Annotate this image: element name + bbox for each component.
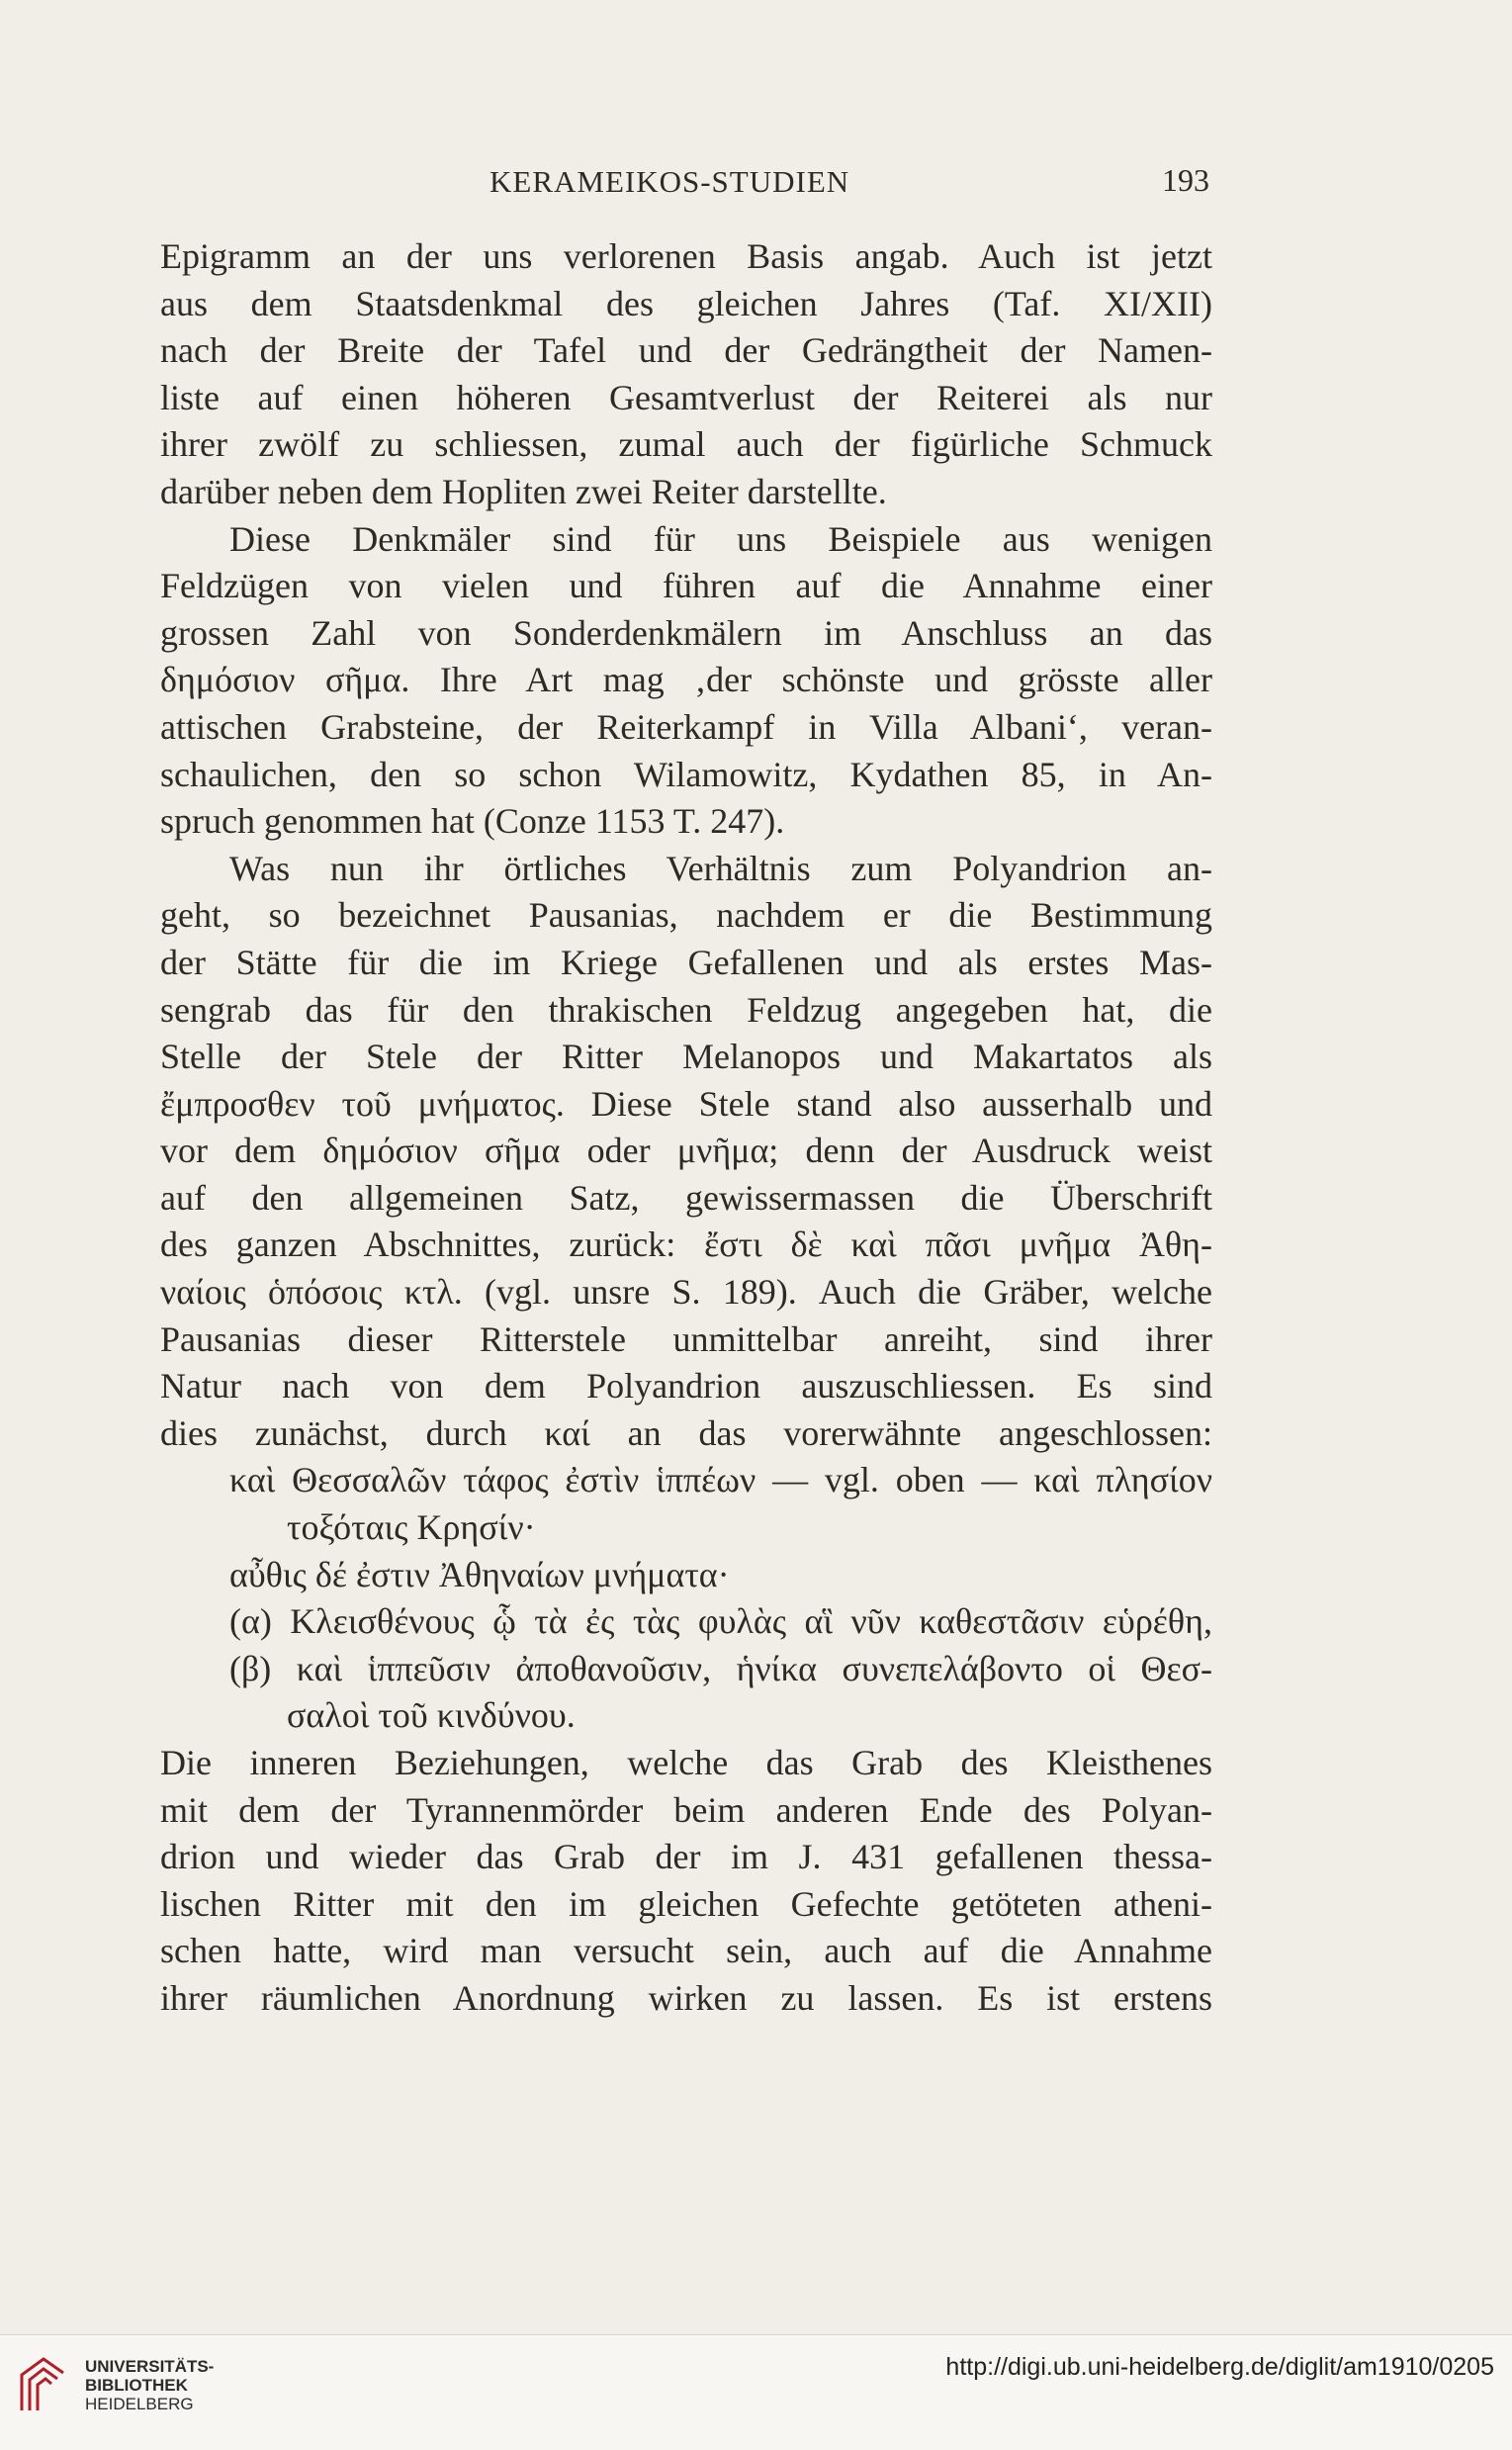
- digitization-footer: [0, 2334, 1512, 2450]
- quote-line: καὶ Θεσσαλῶν τάφος ἐστὶν ἱππέων — vgl. oben — καὶ πλησίον: [229, 1460, 1213, 1500]
- text-line: vor dem δημόσιον σῆμα oder μνῆμα; denn der Ausdruck weist: [160, 1131, 1212, 1171]
- text-line: mit dem der Tyrannenmörder beim anderen Ende des Polyan-: [160, 1789, 1212, 1830]
- library-name: [85, 2357, 214, 2413]
- library-name-line2: BIBLIOTHEK: [85, 2376, 188, 2395]
- library-name-line3: HEIDELBERG: [85, 2395, 194, 2413]
- body-text: [160, 233, 1212, 2023]
- text-line: liste auf einen höheren Gesamtverlust der Reiterei als nur: [160, 377, 1212, 417]
- logo-stroke-outer: [22, 2359, 63, 2410]
- library-logo-icon: [18, 2355, 67, 2414]
- text-line: Die inneren Beziehungen, welche das Grab des Kleisthenes: [160, 1743, 1212, 1782]
- text-line: dies zunächst, durch καί an das vorerwähnte angeschlossen:: [160, 1412, 1212, 1453]
- text-line: Natur nach von dem Polyandrion auszuschliessen. Es sind: [160, 1366, 1212, 1406]
- text-line: ἔμπροσθεν τοῦ μνήματος. Diese Stele stand also ausserhalb und: [160, 1083, 1212, 1124]
- text-line: spruch genommen hat (Conze 1153 T. 247).: [160, 801, 785, 842]
- text-line: auf den allgemeinen Satz, gewissermassen die Überschrift: [160, 1177, 1212, 1218]
- running-title: KERAMEIKOS-STUDIEN: [489, 164, 850, 199]
- text-line: Pausanias dieser Ritterstele unmittelbar anreiht, sind ihrer: [160, 1318, 1212, 1359]
- library-name-line1: UNIVERSITÄTS-: [85, 2357, 215, 2376]
- text-line: Epigramm an der uns verlorenen Basis angab. Auch ist jetzt: [160, 236, 1212, 276]
- quote-line: τοξόταις Κρησίν·: [287, 1507, 536, 1548]
- text-line: darüber neben dem Hopliten zwei Reiter darstellte.: [160, 471, 887, 511]
- text-line: ναίοις ὁπόσοις κτλ. (vgl. unsre S. 189). Auch die Gräber, welche: [160, 1272, 1212, 1313]
- quote-line: σαλοὶ τοῦ κινδύνου.: [287, 1695, 576, 1736]
- text-line: attischen Grabsteine, der Reiterkampf in Villa Albani‘, veran-: [160, 706, 1212, 747]
- text-line: Feldzügen von vielen und führen auf die Annahme einer: [160, 566, 1212, 606]
- text-line: schen hatte, wird man versucht sein, auch auf die Annahme: [160, 1931, 1212, 1971]
- logo-stroke-middle: [30, 2369, 57, 2410]
- logo-stroke-inner: [38, 2379, 51, 2410]
- source-url-link[interactable]: http://digi.ub.uni-heidelberg.de/diglit/am1910/0205: [945, 2353, 1494, 2381]
- text-line: ihrer zwölf zu schliessen, zumal auch der figürliche Schmuck: [160, 424, 1212, 465]
- running-header: [489, 164, 1209, 210]
- text-line: drion und wieder das Grab der im J. 431 gefallenen thessa-: [160, 1837, 1212, 1877]
- text-line: des ganzen Abschnittes, zurück: ἔστι δὲ καὶ πᾶσι μνῆμα Ἀθη-: [160, 1225, 1212, 1265]
- text-line: Diese Denkmäler sind für uns Beispiele aus wenigen: [229, 518, 1212, 559]
- logo-strokes: [22, 2359, 63, 2410]
- text-line: geht, so bezeichnet Pausanias, nachdem er die Bestimmung: [160, 895, 1212, 936]
- quote-line: αὖθις δέ ἐστιν Ἀθηναίων μνήματα·: [229, 1554, 730, 1594]
- quote-line: (α) Κλεισθένους ᾧ τὰ ἐς τὰς φυλὰς αἳ νῦν καθεστᾶσιν εὑρέθη,: [229, 1601, 1212, 1642]
- quote-line: (β) καὶ ἱππεῦσιν ἀποθανοῦσιν, ἡνίκα συνεπελάβοντο οἱ Θεσ-: [229, 1648, 1212, 1688]
- text-line: nach der Breite der Tafel und der Gedrängtheit der Namen-: [160, 330, 1212, 371]
- text-line: δημόσιον σῆμα. Ihre Art mag ‚der schönste und grösste aller: [160, 660, 1212, 700]
- text-line: Stelle der Stele der Ritter Melanopos und Makartatos als: [160, 1037, 1212, 1077]
- text-line: sengrab das für den thrakischen Feldzug angegeben hat, die: [160, 989, 1212, 1030]
- text-line: ihrer räumlichen Anordnung wirken zu lassen. Es ist erstens: [160, 1977, 1212, 2018]
- text-line: grossen Zahl von Sonderdenkmälern im Anschluss an das: [160, 612, 1212, 653]
- text-line: aus dem Staatsdenkmal des gleichen Jahres (Taf. XI/XII): [160, 283, 1212, 323]
- text-line: lischen Ritter mit den im gleichen Gefechte getöteten atheni-: [160, 1883, 1212, 1924]
- text-line: Was nun ihr örtliches Verhältnis zum Polyandrion an-: [229, 848, 1212, 888]
- text-line: schaulichen, den so schon Wilamowitz, Kydathen 85, in An-: [160, 754, 1212, 794]
- page-number: 193: [1162, 162, 1209, 198]
- text-line: der Stätte für die im Kriege Gefallenen und als erstes Mas-: [160, 942, 1212, 982]
